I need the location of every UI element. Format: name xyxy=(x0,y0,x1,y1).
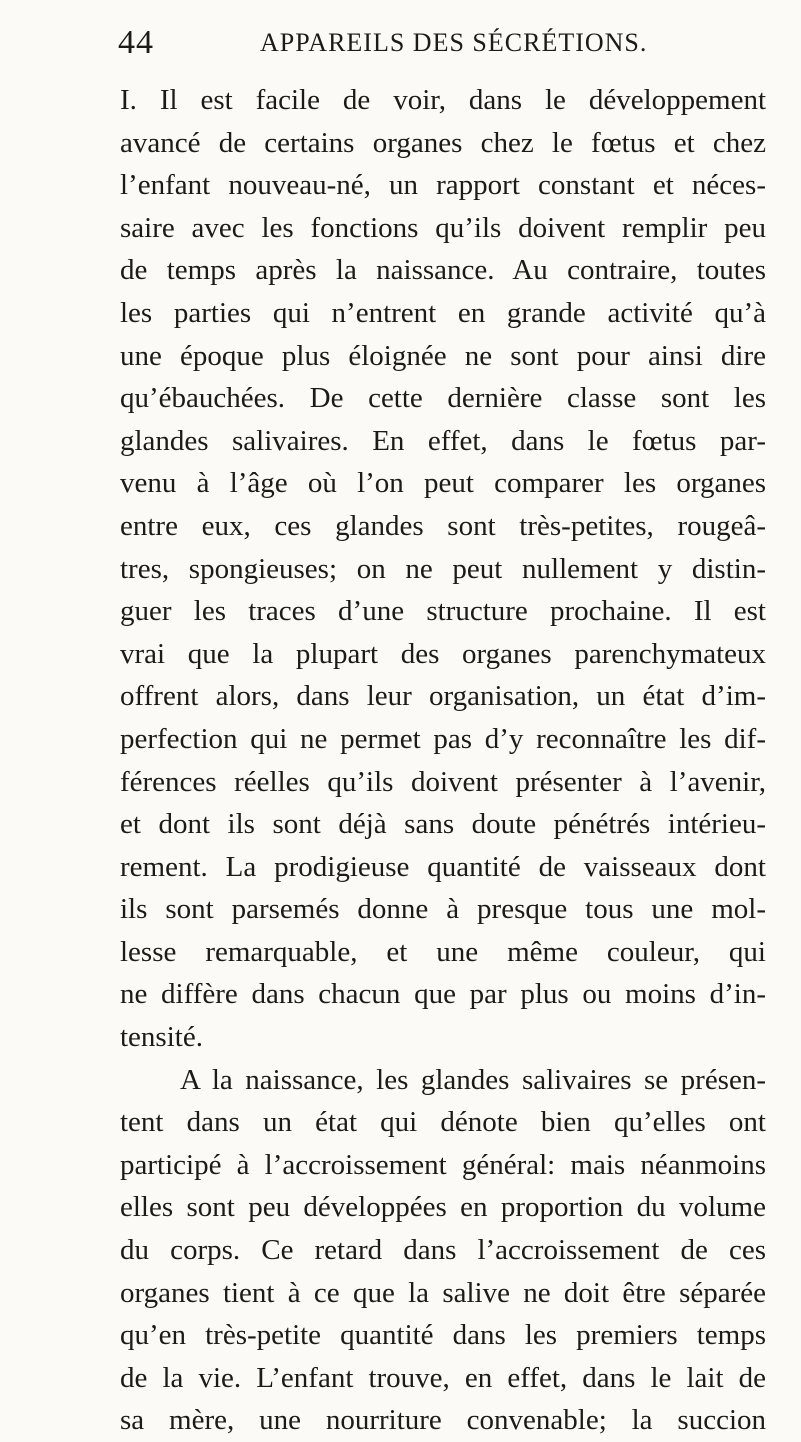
text-line: et dont ils sont déjà sans doute pénétrés intérieu- xyxy=(120,808,766,841)
text-line: de la vie. L’enfant trouve, en effet, dans le lait de xyxy=(120,1361,766,1394)
paragraph-2 xyxy=(120,1059,766,1442)
text-line: offrent alors, dans leur organisation, un état d’im- xyxy=(120,680,766,713)
running-head xyxy=(118,18,698,68)
text-line: qu’ébauchées. De cette dernière classe sont les xyxy=(120,382,766,415)
text-line: avancé de certains organes chez le fœtus et chez xyxy=(120,126,766,159)
text-line: saire avec les fonctions qu’ils doivent remplir peu xyxy=(120,211,766,244)
page-number: 44 xyxy=(118,24,154,61)
text-line: l’enfant nouveau-né, un rapport constant et néces- xyxy=(120,169,766,202)
text-line: venu à l’âge où l’on peut comparer les organes xyxy=(120,467,766,500)
text-line: perfection qui ne permet pas d’y reconnaître les dif- xyxy=(120,722,766,755)
text-line: elles sont peu développées en proportion du volume xyxy=(120,1191,766,1224)
text-line: rement. La prodigieuse quantité de vaisseaux dont xyxy=(120,850,766,883)
text-line: A la naissance, les glandes salivaires se présen- xyxy=(180,1063,766,1096)
text-line: participé à l’accroissement général: mais néanmoins xyxy=(120,1148,766,1181)
text-line: du corps. Ce retard dans l’accroissement de ces xyxy=(120,1234,766,1267)
text-line: organes tient à ce que la salive ne doit être séparée xyxy=(120,1276,766,1309)
body-text xyxy=(120,79,766,1442)
running-title: APPAREILS DES SÉCRÉTIONS. xyxy=(260,28,648,57)
text-line: sa mère, une nourriture convenable; la succion xyxy=(120,1404,766,1437)
text-line: I. Il est facile de voir, dans le développement xyxy=(120,84,766,116)
text-line: tensité. xyxy=(120,1021,203,1054)
text-line: vrai que la plupart des organes parenchymateux xyxy=(120,637,766,670)
text-line: une époque plus éloignée ne sont pour ainsi dire xyxy=(120,339,766,372)
text-line: tres, spongieuses; on ne peut nullement y distin- xyxy=(120,552,766,585)
text-line: ils sont parsemés donne à presque tous une mol- xyxy=(120,893,766,926)
text-line: guer les traces d’une structure prochaine. Il est xyxy=(120,595,766,628)
text-line: les parties qui n’entrent en grande activité qu’à xyxy=(120,296,766,329)
text-line: qu’en très-petite quantité dans les premiers temps xyxy=(120,1319,766,1352)
text-line: férences réelles qu’ils doivent présenter à l’avenir, xyxy=(120,765,766,798)
text-line: lesse remarquable, et une même couleur, qui xyxy=(120,935,766,968)
text-line: entre eux, ces glandes sont très-petites, rougeâ- xyxy=(120,509,766,542)
text-line: de temps après la naissance. Au contraire, toutes xyxy=(120,254,766,287)
text-line: ne diffère dans chacun que par plus ou moins d’in- xyxy=(120,978,766,1011)
text-line: glandes salivaires. En effet, dans le fœtus par- xyxy=(120,424,766,457)
text-line: tent dans un état qui dénote bien qu’elles ont xyxy=(120,1106,766,1139)
paragraph-1 xyxy=(120,79,766,1059)
